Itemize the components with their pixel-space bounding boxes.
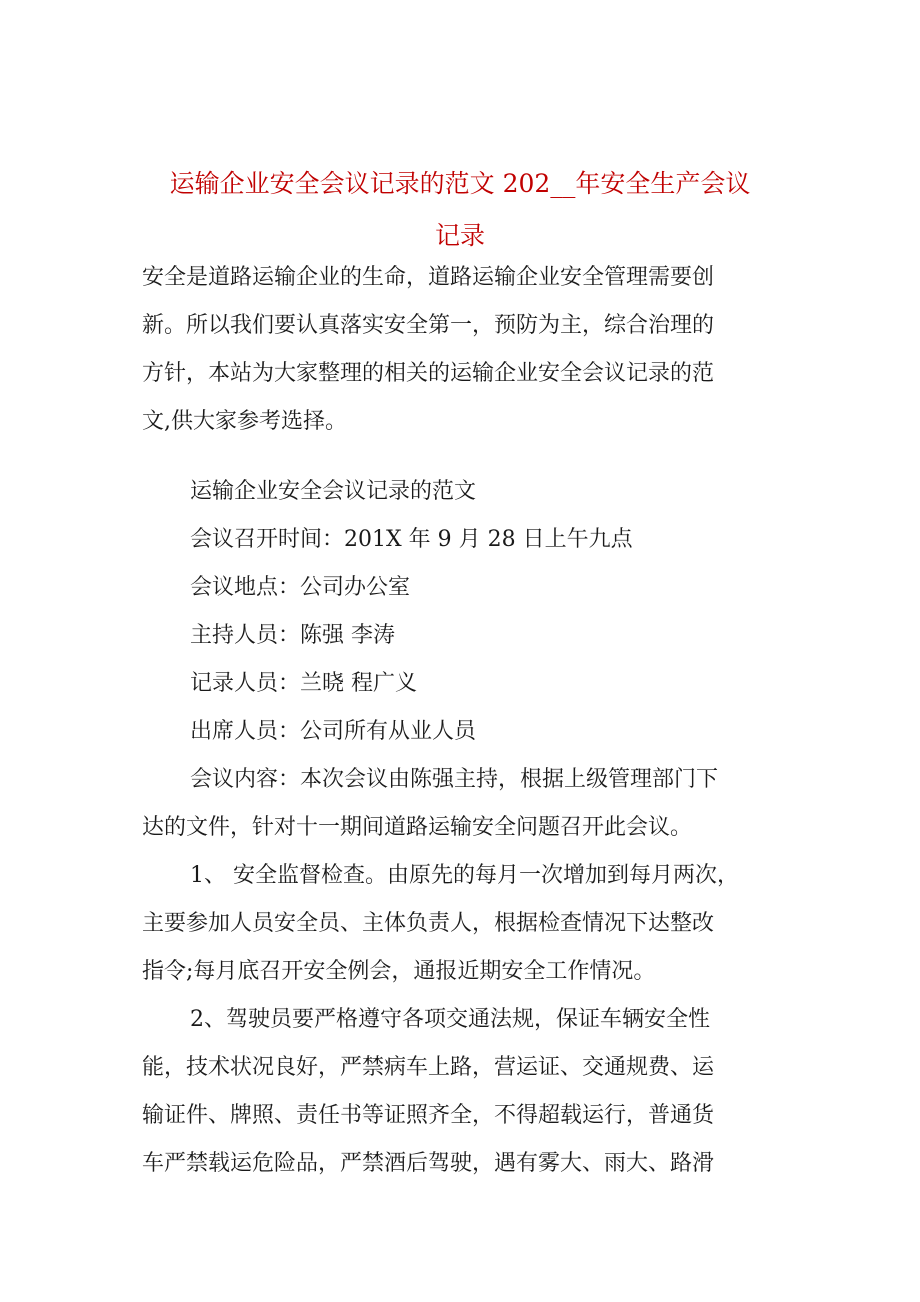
item-2-line: 输证件、牌照、责任书等证照齐全，不得超载运行，普通货 bbox=[142, 1103, 715, 1128]
meeting-content bbox=[142, 756, 782, 852]
item-1-line: 指令;每月底召开安全例会，通报近期安全工作情况。 bbox=[142, 959, 656, 984]
meeting-place: 会议地点：公司办公室 bbox=[190, 575, 411, 600]
meeting-time: 会议召开时间：201X 年 9 月 28 日上午九点 bbox=[190, 527, 633, 552]
item-2-line: 能，技术状况良好，严禁病车上路，营运证、交通规费、运 bbox=[142, 1055, 715, 1080]
content-line: 会议内容：本次会议由陈强主持，根据上级管理部门下 bbox=[190, 767, 719, 792]
item-2-line: 2、驾驶员要严格遵守各项交通法规，保证车辆安全性 bbox=[190, 1007, 710, 1032]
item-2-line: 车严禁载运危险品，严禁酒后驾驶，遇有雾大、雨大、路滑 bbox=[142, 1151, 715, 1176]
item-2 bbox=[142, 996, 782, 1188]
title-line-2: 记录 bbox=[434, 221, 485, 250]
document-title bbox=[140, 158, 780, 262]
intro-line: 文,供大家参考选择。 bbox=[142, 409, 347, 434]
item-1-line: 主要参加人员安全员、主体负责人，根据检查情况下达整改 bbox=[142, 911, 715, 936]
intro-paragraph bbox=[142, 254, 782, 446]
title-line-1: 运输企业安全会议记录的范文 202__年安全生产会议 bbox=[169, 169, 751, 198]
item-1 bbox=[142, 852, 782, 996]
meeting-attendees: 出席人员：公司所有从业人员 bbox=[190, 719, 477, 744]
intro-line: 方针，本站为大家整理的相关的运输企业安全会议记录的范 bbox=[142, 361, 715, 386]
meeting-recorder: 记录人员：兰晓 程广义 bbox=[190, 671, 417, 696]
intro-line: 安全是道路运输企业的生命，道路运输企业安全管理需要创 bbox=[142, 265, 715, 290]
intro-line: 新。所以我们要认真落实安全第一，预防为主，综合治理的 bbox=[142, 313, 715, 338]
meeting-host: 主持人员：陈强 李涛 bbox=[190, 623, 395, 648]
item-1-line: 1、 安全监督检查。由原先的每月一次增加到每月两次， bbox=[190, 863, 739, 888]
section-subtitle: 运输企业安全会议记录的范文 bbox=[190, 479, 477, 504]
content-line: 达的文件，针对十一期间道路运输安全问题召开此会议。 bbox=[142, 815, 693, 840]
